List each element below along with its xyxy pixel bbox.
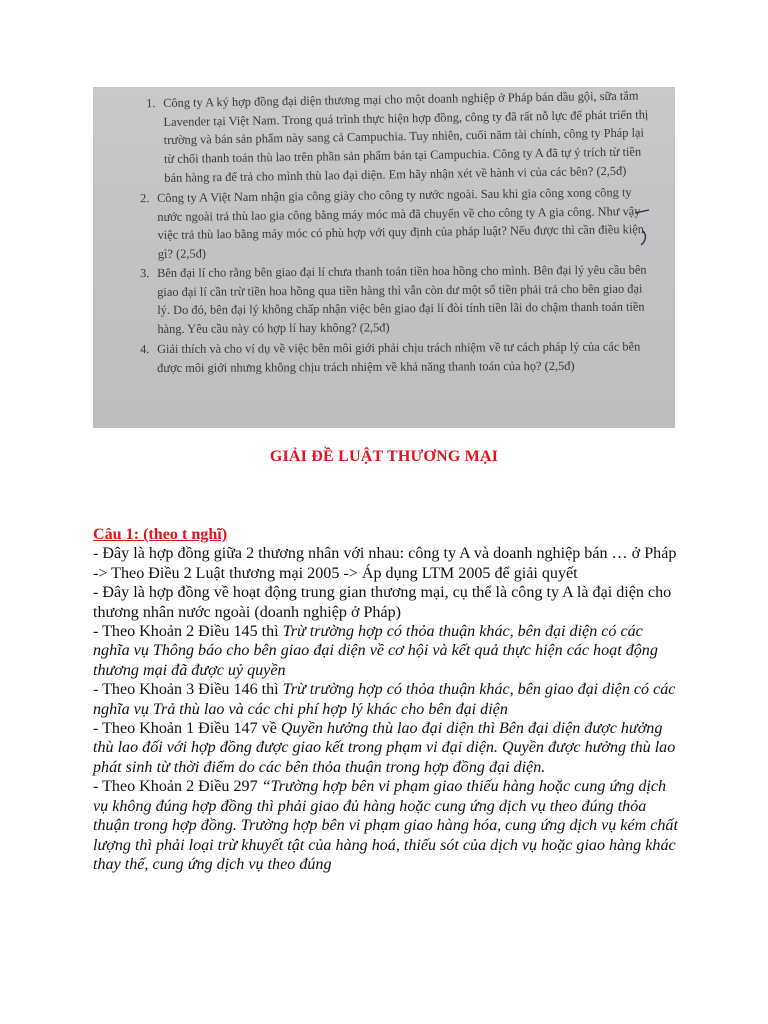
question-text: Công ty A ký hợp đồng đại diện thương mại cho một doanh nghiệp ở Pháp bán dầu gội, sữa tắm Lavender tại Việt Nam. Trong quá trình thực hiện hợp đồng, công ty đã rất nỗ lực để phát triển thị trường và bán sản phẩm này sang cả Campuchia. Tuy nhiên, cuối năm tài chính, công ty Pháp lại từ chối thanh toán thù lao trên phần sản phẩm bán tại Campuchia. Công ty A đã tự ý trích từ tiền bán hàng ra để trả cho mình thù lao đại diện. Em hãy nhận xét về hành vi của các bên? (2,5đ) — [163, 88, 649, 185]
citation-lead: - Theo Khoản 1 Điều 147 về — [93, 720, 281, 738]
exam-question-1 — [146, 87, 656, 188]
answer-paragraph — [93, 719, 683, 777]
question-number: 3. — [140, 266, 150, 281]
exam-question-4 — [140, 338, 649, 378]
legal-quote: Trừ trường hợp có thỏa thuận khác, bên giao đại diện có các nghĩa vụ Trả thù lao và các chi phí hợp lý khác cho bên đại diện — [93, 681, 676, 718]
legal-quote: Quyền hưởng thù lao đại diện thì Bên đại diện được hưởng thù lao đối với hợp đồng được giao kết trong phạm vi đại diện. Quyền được hưởng thù lao phát sinh từ thời điểm do các bên thỏa thuận trong hợp đồng đại diện. — [93, 720, 676, 776]
exam-question-list — [140, 88, 655, 378]
question-text: Công ty A Việt Nam nhận gia công giày cho công ty nước ngoài. Sau khi gia công xong công ty nước ngoài trả thù lao gia công bằng máy móc mà đã chuyển về cho công ty A gia công. Như vậy việc trả thù lao bằng máy móc có phù hợp với quy định của pháp luật? Nếu được thì cần điều kiện gì? (2,5đ) — [157, 184, 645, 261]
exam-question-2 — [140, 183, 650, 264]
pen-annotation-mark — [633, 209, 653, 249]
legal-quote: Trừ trường hợp có thỏa thuận khác, bên đại diện có các nghĩa vụ Thông báo cho bên giao đại diện về cơ hội và kết quả thực hiện các hoạt động thương mại đã được uỷ quyền — [93, 623, 658, 679]
document-title: GIẢI ĐỀ LUẬT THƯƠNG MẠI — [269, 448, 499, 465]
question-number: 1. — [146, 96, 156, 111]
citation-lead: - Theo Khoản 3 Điều 146 thì — [93, 681, 283, 699]
answer-paragraph — [93, 622, 683, 680]
question-text: Bên đại lí cho rằng bên giao đại lí chưa thanh toán tiền hoa hồng cho mình. Bên đại lý yêu cầu bên giao đại lí cần trừ tiền hoa hồng qua tiền hàng thì vẫn còn dư một số tiền phải trả cho bên giao đại lý. Do đó, bên đại lý không chấp nhận việc bên giao đại lí đòi tính tiền lãi do chậm thanh toán tiền hàng. Yêu cầu này có hợp lí hay không? (2,5đ) — [157, 262, 647, 337]
citation-lead: - Theo Khoản 2 Điều 145 thì — [93, 623, 283, 641]
answer-paragraph — [93, 777, 683, 874]
exam-question-photo — [93, 87, 675, 428]
answer-paragraph — [93, 680, 683, 719]
answer-paragraph: - Đây là hợp đồng về hoạt động trung gian thương mại, cụ thể là công ty A là đại diện cho thương nhân nước ngoài (doanh nghiệp ở Pháp) — [93, 584, 672, 621]
answer-section — [93, 525, 683, 874]
question-number: 2. — [140, 190, 150, 205]
question-text: Giải thích và cho ví dụ về việc bên môi giới phải chịu trách nhiệm về tư cách pháp lý của các bên được môi giới nhưng không chịu trách nhiệm về khả năng thanh toán của họ? (2,5đ) — [157, 339, 641, 375]
question-number: 4. — [140, 342, 150, 357]
answer-heading: Câu 1: (theo t nghĩ) — [93, 526, 228, 543]
citation-lead: - Theo Khoản 2 Điều 297 — [93, 778, 262, 796]
answer-paragraph: - Đây là hợp đồng giữa 2 thương nhân với nhau: công ty A và doanh nghiệp bán … ở Pháp -> Theo Điều 2 Luật thương mại 2005 -> Áp dụng LTM 2005 để giải quyết — [93, 545, 677, 582]
legal-quote: “Trường hợp bên vi phạm giao thiếu hàng hoặc cung ứng dịch vụ không đúng hợp đồng thì phải giao đủ hàng hoặc cung ứng dịch vụ theo đúng thỏa thuận trong hợp đồng. Trường hợp bên vi phạm giao hàng hóa, cung ứng dịch vụ kém chất lượng thì phải loại trừ khuyết tật của hàng hoá, thiếu sót của dịch vụ hoặc giao hàng khác thay thế, cung ứng dịch vụ theo đúng — [93, 778, 678, 873]
exam-question-3 — [140, 261, 650, 339]
